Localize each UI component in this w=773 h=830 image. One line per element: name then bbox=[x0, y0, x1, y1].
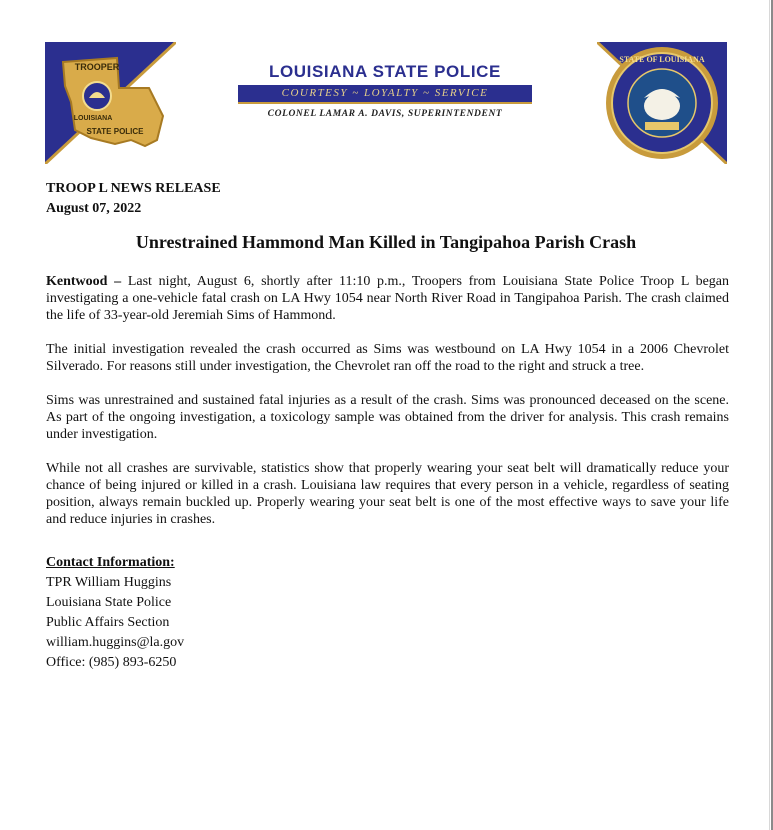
contact-org: Louisiana State Police bbox=[46, 595, 172, 610]
paragraph-3: Sims was unrestrained and sustained fatal injuries as a result of the crash. Sims was pronounced deceased on the scene. As part of the ongoing investigation, a toxicology sample was obtained from the driver for analysis. This crash remains under investigation. bbox=[46, 393, 729, 442]
contact-name: TPR William Huggins bbox=[46, 575, 172, 590]
paragraph-2: The initial investigation revealed the crash occurred as Sims was westbound on LA Hwy 1054 in a 2006 Chevrolet Silverado. For reasons still under investigation, the Chevrolet ran off the road to the right and struck a tree. bbox=[46, 342, 729, 374]
contact-email[interactable]: william.huggins@la.gov bbox=[46, 635, 185, 650]
trooper-badge-logo bbox=[45, 42, 176, 164]
motto-bar: COURTESY ~ LOYALTY ~ SERVICE bbox=[238, 85, 532, 104]
badge-mid-text: LOUISIANA bbox=[73, 115, 113, 122]
contact-heading: Contact Information: bbox=[46, 555, 175, 570]
dateline: Kentwood – bbox=[46, 274, 122, 289]
contact-block bbox=[46, 553, 184, 673]
contact-phone: Office: (985) 893-6250 bbox=[46, 655, 177, 670]
letterhead bbox=[238, 62, 532, 119]
paragraph-1-text: Last night, August 6, shortly after 11:10 p.m., Troopers from Louisiana State Police Troop L began investigating a one-vehicle fatal crash on LA Hwy 1054 near North River Road in Tangipahoa Parish. The crash claimed the life of 33-year-old Jeremiah Sims of Hammond. bbox=[46, 274, 730, 323]
release-block bbox=[46, 179, 221, 219]
contact-section: Public Affairs Section bbox=[46, 615, 170, 630]
headline: Unrestrained Hammond Man Killed in Tangipahoa Parish Crash bbox=[135, 232, 637, 252]
state-seal-logo bbox=[597, 42, 727, 164]
org-name: LOUISIANA STATE POLICE bbox=[268, 62, 501, 81]
release-label: TROOP L NEWS RELEASE bbox=[46, 181, 221, 196]
release-date: August 07, 2022 bbox=[46, 201, 142, 216]
article-body bbox=[46, 273, 729, 545]
badge-top-text: TROOPER bbox=[74, 62, 120, 72]
page-edge-shadow bbox=[769, 0, 770, 830]
badge-bottom-text: STATE POLICE bbox=[86, 127, 144, 136]
paragraph-4: While not all crashes are survivable, statistics show that properly wearing your seat belt will dramatically reduce your chance of being injured or killed in a crash. Louisiana law requires that every person in a vehicle, regardless of seating position, always remain buckled up. Properly wearing your seat belt is one of the most effective ways to save your life and reduce injuries in crashes. bbox=[46, 461, 729, 527]
paragraph-1 bbox=[46, 273, 729, 324]
superintendent-line: COLONEL LAMAR A. DAVIS, SUPERINTENDENT bbox=[267, 109, 503, 119]
seal-text: STATE OF LOUISIANA bbox=[619, 55, 705, 64]
